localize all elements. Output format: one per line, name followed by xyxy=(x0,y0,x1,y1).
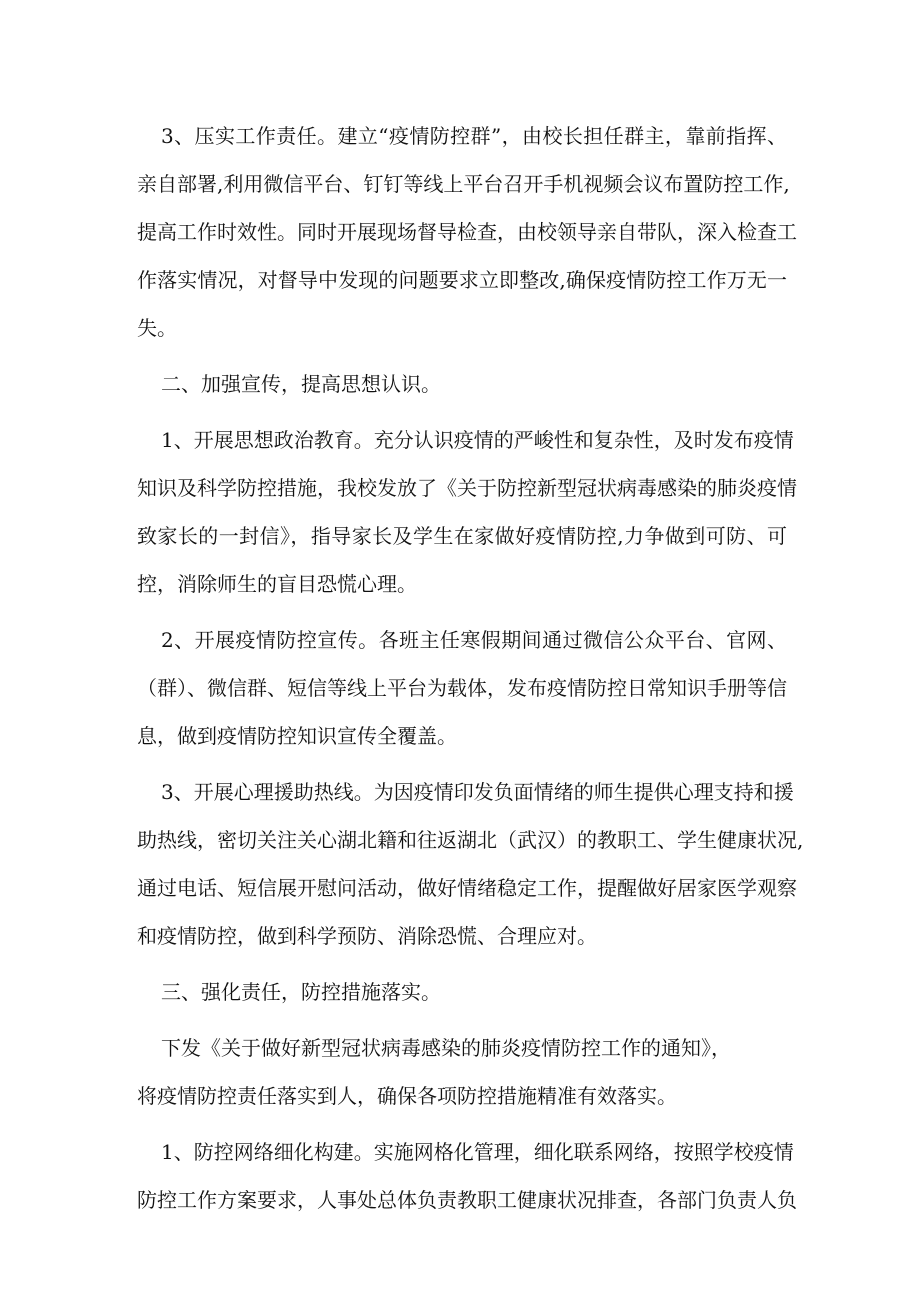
text-line: 失。 xyxy=(137,316,177,340)
text-line: 息，做到疫情防控知识宣传全覆盖。 xyxy=(137,724,457,748)
text-line: 知识及科学防控措施，我校发放了《关于防控新型冠状病毒感染的肺炎疫情 xyxy=(137,476,797,500)
text-line: 三、强化责任，防控措施落实。 xyxy=(161,980,441,1004)
section-heading xyxy=(137,360,787,408)
text-line: 提高工作时效性。同时开展现场督导检查，由校领导亲自带队，深入检查工 xyxy=(137,220,797,244)
text-line: 控，消除师生的盲目恐慌心理。 xyxy=(137,572,417,596)
text-line: 通过电话、短信展开慰问活动，做好情绪稳定工作，提醒做好居家医学观察 xyxy=(137,876,797,900)
text-line: 致家长的一封信》，指导家长及学生在家做好疫情防控,力争做到可防、可 xyxy=(137,524,787,548)
section-heading xyxy=(137,968,787,1016)
text-line: 2、开展疫情防控宣传。各班主任寒假期间通过微信公众平台、官网、 xyxy=(161,628,787,652)
text-line: 将疫情防控责任落实到人，确保各项防控措施精准有效落实。 xyxy=(137,1084,677,1108)
text-line: 1、开展思想政治教育。充分认识疫情的严峻性和复杂性，及时发布疫情 xyxy=(161,428,794,452)
paragraph xyxy=(137,112,797,352)
text-line: 3、开展心理援助热线。为因疫情印发负面情绪的师生提供心理支持和援 xyxy=(161,780,794,804)
document-body xyxy=(137,112,804,1224)
paragraph xyxy=(137,1128,797,1224)
text-line: （群）、微信群、短信等线上平台为载体，发布疫情防控日常知识手册等信 xyxy=(137,676,787,700)
text-line: 二、加强宣传，提高思想认识。 xyxy=(161,372,441,396)
text-line: 助热线，密切关注关心湖北籍和往返湖北（武汉）的教职工、学生健康状况, xyxy=(137,828,804,852)
text-line: 和疫情防控，做到科学预防、消除恐慌、合理应对。 xyxy=(137,924,597,948)
paragraph xyxy=(137,768,804,960)
text-line: 作落实情况，对督导中发现的问题要求立即整改,确保疫情防控工作万无一 xyxy=(137,268,787,292)
text-line: 下发《关于做好新型冠状病毒感染的肺炎疫情防控工作的通知》， xyxy=(161,1036,731,1060)
text-line: 亲自部署,利用微信平台、钉钉等线上平台召开手机视频会议布置防控工作, xyxy=(137,172,790,196)
text-line: 3、压实工作责任。建立“疫情防控群”，由校长担任群主，靠前指挥、 xyxy=(161,124,787,148)
text-line: 防控工作方案要求，人事处总体负责教职工健康状况排查，各部门负责人负 xyxy=(137,1188,797,1212)
text-line: 1、防控网络细化构建。实施网格化管理，细化联系网络，按照学校疫情 xyxy=(161,1140,794,1164)
paragraph xyxy=(137,616,787,760)
paragraph xyxy=(137,416,797,608)
paragraph xyxy=(137,1024,787,1120)
